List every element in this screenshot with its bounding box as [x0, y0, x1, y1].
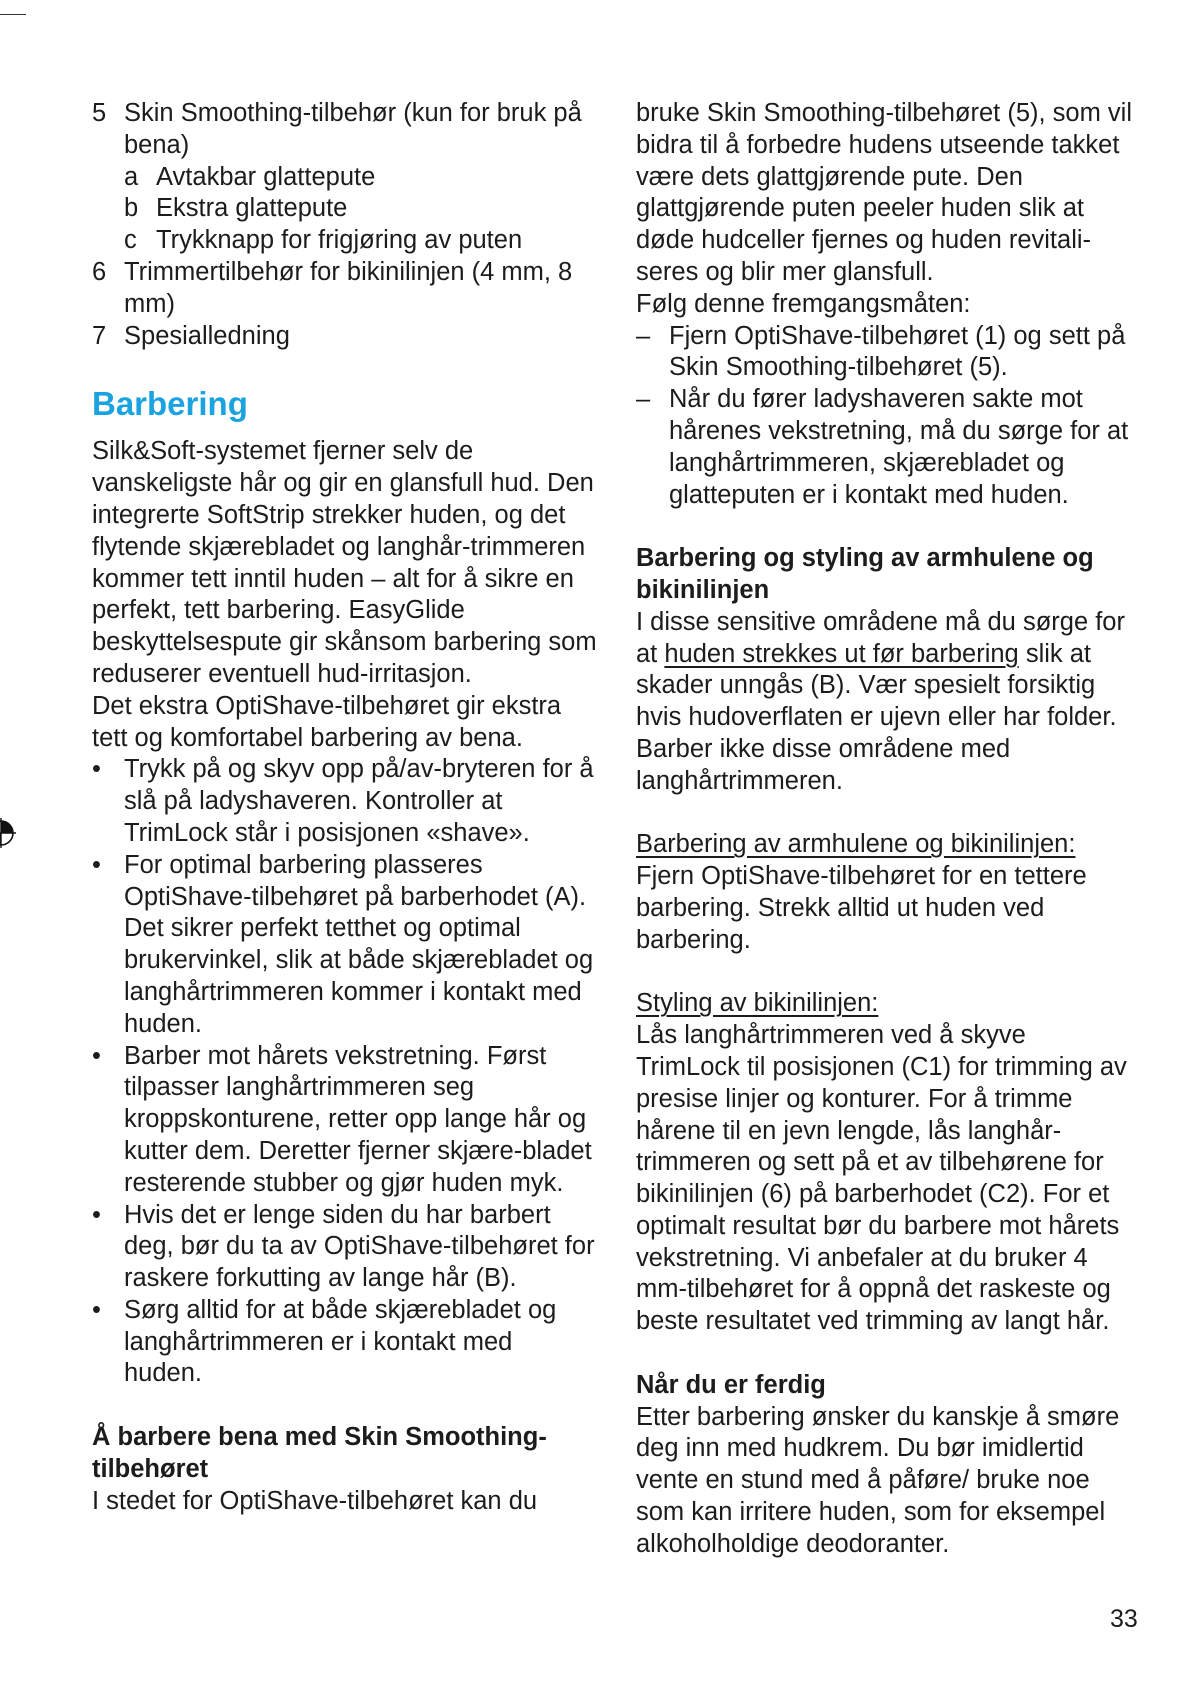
- list-item: [124, 162, 597, 194]
- dash-text: Fjern OptiShave-tilbehøret (1) og sett på Skin Smoothing-tilbehøret (5).: [669, 321, 1126, 382]
- crop-mark: [0, 14, 26, 15]
- bullet-text: Barber mot hårets vekstretning. Først tilpasser langhårtrimmeren seg kroppskonturene, retter opp lange hår og kutter dem. Deretter fjerner skjære-bladet resterende stubber og gjør huden myk.: [124, 1041, 592, 1197]
- bullet-text: For optimal barbering plasseres OptiShave-tilbehøret på barberhodet (A). Det sikrer perfekt tetthet og optimal brukervinkel, slik at både skjærebladet og langhårtrimmeren kommer i kontakt med huden.: [124, 850, 594, 1038]
- list-marker: 5: [92, 99, 107, 127]
- right-column: [636, 98, 1136, 1561]
- armpits-text: I disse sensitive områdene må du sørge for at: [636, 607, 1125, 668]
- bullet-text: Sørg alltid for at både skjærebladet og langhårtrimmeren er i kontakt med huden.: [124, 1295, 557, 1388]
- list-text: Avtakbar glattepute: [156, 162, 376, 191]
- list-item: [124, 193, 597, 225]
- list-item: [92, 321, 597, 353]
- list-marker: b: [124, 194, 139, 223]
- list-marker: 7: [92, 321, 107, 350]
- bullet-marker: •: [92, 1200, 101, 1229]
- optishave-paragraph: Det ekstra OptiShave-tilbehøret gir ekstra tett og komfortabel barbering av bena.: [92, 691, 562, 752]
- page-number: 33: [1110, 1605, 1138, 1633]
- list-marker: a: [124, 162, 139, 191]
- spacer: [636, 957, 1136, 989]
- list-text: Trykknapp for frigjøring av puten: [156, 226, 523, 255]
- bullet-marker: •: [92, 1041, 101, 1070]
- spacer: [636, 1338, 1136, 1370]
- subheading-armpits-bikini: Barbering og styling av armhulene og bikinilinjen: [636, 544, 1094, 604]
- list-text: Ekstra glattepute: [156, 194, 348, 223]
- dash-marker: –: [636, 321, 651, 350]
- subheading-when-done: Når du er ferdig: [636, 1370, 826, 1399]
- styling-paragraph: Lås langhårtrimmeren ved å skyve TrimLock til posisjonen (C1) for trimming av presise linjer og konturer. For å trimme hårene til en jevn lengde, lås langhår-trimmeren og sett på et av tilbehørene for bikinilinjen (6) på barberhodet (C2). For et optimalt resultat bør du barbere mot hårets vekstretning. Vi anbefaler at du bruker 4 mm-tilbehøret for å oppnå det raskeste og beste resultatet ved trimming av langt hår.: [636, 1021, 1127, 1336]
- dash-text: Når du fører ladyshaveren sakte mot hårenes vekstretning, må du sørge for at langhårtrimmeren, skjærebladet og glatteputen er i kontakt med huden.: [669, 385, 1129, 509]
- list-marker: 6: [92, 257, 107, 286]
- list-text: Trimmertilbehør for bikinilinjen (4 mm, 8 mm): [124, 257, 573, 318]
- spacer: [636, 798, 1136, 830]
- bullet-text: Trykk på og skyv opp på/av-bryteren for å slå på ladyshaveren. Kontroller at TrimLock står i posisjonen «shave».: [124, 755, 594, 847]
- dash-list: [636, 321, 1136, 512]
- bullet-item: [92, 754, 597, 849]
- subheading-skin-smoothing: Å barbere bena med Skin Smoothing-tilbehøret: [92, 1423, 547, 1483]
- bullet-item: [92, 1295, 597, 1390]
- when-done-paragraph: Etter barbering ønsker du kanskje å smøre deg inn med hudkrem. Du bør imidlertid vente en stund med å påføre/ bruke noe som kan irritere huden, som for eksempel alkoholholdige deodoranter.: [636, 1402, 1120, 1558]
- list-text: Spesialledning: [124, 321, 290, 350]
- armpits-text-rest: slik at skader unngås (B). Vær spesielt forsiktig hvis hudoverflaten er ujevn eller har folder. Barber ikke disse områdene med langhårtrimmeren.: [636, 639, 1117, 795]
- bullet-text: Hvis det er lenge siden du har barbert deg, bør du ta av OptiShave-tilbehøret for raskere forkutting av lange hår (B).: [124, 1200, 595, 1293]
- bullet-list: [92, 754, 597, 1390]
- registration-mark-icon: [0, 818, 16, 848]
- parts-list: [92, 98, 597, 352]
- bullet-marker: •: [92, 1295, 101, 1324]
- bullet-marker: •: [92, 850, 101, 879]
- list-text: Skin Smoothing-tilbehør (kun for bruk på bena): [124, 99, 582, 159]
- underlined-title-styling: Styling av bikinilinjen:: [636, 989, 879, 1018]
- list-item: [92, 98, 597, 162]
- spacer: [636, 511, 1136, 543]
- bullet-item: [92, 1200, 597, 1295]
- bullet-item: [92, 850, 597, 1041]
- dash-marker: –: [636, 385, 651, 414]
- intro-paragraph: Silk&Soft-systemet fjerner selv de vanskeligste hår og gir en glansfull hud. Den integrerte SoftStrip strekker huden, og det flytende skjærebladet og langhår-trimmeren kommer tett inntil huden – alt for å sikre en perfekt, tett barbering. EasyGlide beskyttelsespute gir skånsom barbering som reduserer eventuell hud-irritasjon.: [92, 437, 597, 688]
- left-column: [92, 98, 597, 1517]
- list-marker: c: [124, 226, 137, 255]
- list-item: [92, 257, 597, 321]
- armpits-paragraph: [636, 607, 1136, 798]
- skin-smoothing-paragraph-cont: bruke Skin Smoothing-tilbehøret (5), som vil bidra til å forbedre hudens utseende takket være dets glattgjørende pute. Den glattgjørende puten peeler huden slik at døde hudceller fjernes og huden revitali-seres og blir mer glansfull.: [636, 99, 1133, 286]
- spacer: [92, 1390, 597, 1422]
- bullet-marker: •: [92, 755, 101, 784]
- underlined-title-armpits: Barbering av armhulene og bikinilinjen:: [636, 830, 1076, 859]
- armpits-shaving-paragraph: Fjern OptiShave-tilbehøret for en tettere barbering. Strekk alltid ut huden ved barbering.: [636, 862, 1087, 954]
- bullet-item: [92, 1041, 597, 1200]
- list-item: [124, 225, 597, 257]
- section-heading: Barbering: [92, 385, 248, 423]
- dash-item: [636, 321, 1136, 385]
- dash-item: [636, 384, 1136, 511]
- skin-smoothing-paragraph-start: I stedet for OptiShave-tilbehøret kan du: [92, 1486, 538, 1515]
- procedure-intro: Følg denne fremgangsmåten:: [636, 289, 971, 318]
- underlined-emphasis: huden strekkes ut før barbering: [664, 639, 1019, 668]
